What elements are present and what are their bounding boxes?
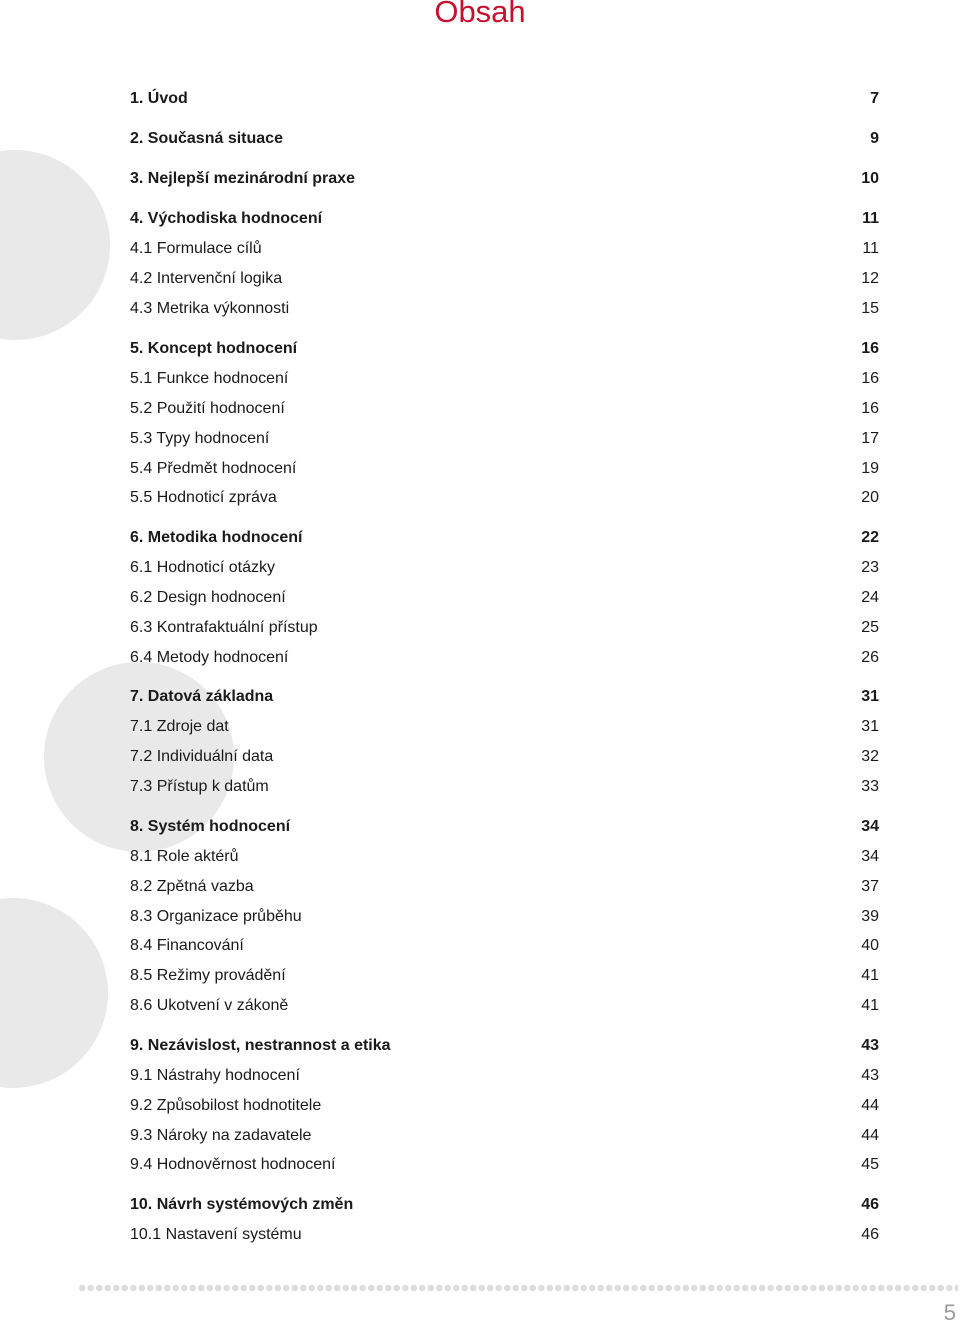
toc-entry-label: 9.2 Způsobilost hodnotitele — [130, 1097, 322, 1114]
toc-section-row[interactable] — [130, 587, 879, 609]
toc-entry-label: 8.4 Financování — [130, 937, 244, 954]
toc-page-number: 25 — [861, 619, 879, 636]
toc-entry-label: 8.6 Ukotvení v zákoně — [130, 997, 289, 1014]
toc-section-row[interactable] — [130, 298, 879, 320]
toc-section-row[interactable] — [130, 238, 879, 260]
toc-section-row[interactable] — [130, 268, 879, 290]
toc-page-number: 43 — [861, 1067, 879, 1084]
toc-entry-label: 7.1 Zdroje dat — [130, 718, 229, 735]
toc-entry-label: 6.3 Kontrafaktuální přístup — [130, 619, 318, 636]
toc-entry-label: 2. Současná situace — [130, 130, 283, 147]
toc-section-row[interactable] — [130, 776, 879, 798]
toc-page-number: 44 — [861, 1097, 879, 1114]
toc-entry-label: 4. Východiska hodnocení — [130, 210, 323, 227]
toc-section-row[interactable] — [130, 617, 879, 639]
toc-page-number: 20 — [861, 489, 879, 506]
toc-entry-label: 9. Nezávislost, nestrannost a etika — [130, 1037, 391, 1054]
toc-page-number: 34 — [861, 818, 879, 835]
toc-section-row[interactable] — [130, 368, 879, 390]
toc-entry-label: 6.2 Design hodnocení — [130, 589, 286, 606]
toc-section-row[interactable] — [130, 428, 879, 450]
toc-page-number: 15 — [861, 300, 879, 317]
toc-page-number: 41 — [861, 997, 879, 1014]
toc-page-number: 7 — [870, 90, 879, 107]
toc-entry-label: 4.1 Formulace cílů — [130, 240, 262, 257]
toc-entry-label: 9.1 Nástrahy hodnocení — [130, 1067, 300, 1084]
toc-page-number: 44 — [861, 1127, 879, 1144]
toc-page-number: 17 — [861, 430, 879, 447]
toc-section-row[interactable] — [130, 1125, 879, 1147]
toc-entry-label: 7.3 Přístup k datům — [130, 778, 269, 795]
toc-page-number: 34 — [861, 848, 879, 865]
toc-page-number: 33 — [861, 778, 879, 795]
toc-entry-label: 5.1 Funkce hodnocení — [130, 370, 289, 387]
toc-page-number: 11 — [862, 210, 879, 227]
toc-page-number: 39 — [861, 908, 879, 925]
toc-section-row[interactable] — [130, 716, 879, 738]
toc-entry-label: 3. Nejlepší mezinárodní praxe — [130, 170, 355, 187]
toc-page-number: 11 — [862, 240, 879, 257]
toc-page-number: 46 — [861, 1226, 879, 1243]
toc-page-number: 12 — [861, 270, 879, 287]
toc-section-row[interactable] — [130, 965, 879, 987]
page-title: Obsah — [434, 0, 526, 29]
toc-chapter-row[interactable] — [130, 168, 879, 190]
toc-chapter-row[interactable] — [130, 1035, 879, 1057]
toc-entry-label: 4.2 Intervenční logika — [130, 270, 283, 287]
toc-page-number: 45 — [861, 1156, 879, 1173]
toc-entry-label: 7. Datová základna — [130, 688, 274, 705]
toc-chapter-row[interactable] — [130, 128, 879, 150]
toc-section-row[interactable] — [130, 1065, 879, 1087]
toc-page-number: 16 — [861, 400, 879, 417]
toc-entry-label: 1. Úvod — [130, 90, 188, 107]
toc-entry-label: 8.5 Režimy provádění — [130, 967, 286, 984]
toc-entry-label: 5.4 Předmět hodnocení — [130, 460, 297, 477]
toc-entry-label: 9.4 Hodnověrnost hodnocení — [130, 1156, 336, 1173]
toc-entry-label: 6.4 Metody hodnocení — [130, 649, 289, 666]
toc-page-number: 9 — [870, 130, 879, 147]
page-number: 5 — [943, 1300, 956, 1325]
toc-entry-label: 8. Systém hodnocení — [130, 818, 291, 835]
toc-entry-label: 5.5 Hodnoticí zpráva — [130, 489, 277, 506]
toc-entry-label: 6.1 Hodnoticí otázky — [130, 559, 275, 576]
toc-section-row[interactable] — [130, 1154, 879, 1176]
toc-entry-label: 8.2 Zpětná vazba — [130, 878, 254, 895]
toc-page-number: 46 — [861, 1196, 879, 1213]
toc-entry-label: 9.3 Nároky na zadavatele — [130, 1127, 312, 1144]
toc-section-row[interactable] — [130, 398, 879, 420]
toc-section-row[interactable] — [130, 846, 879, 868]
toc-entry-label: 7.2 Individuální data — [130, 748, 274, 765]
toc-chapter-row[interactable] — [130, 338, 879, 360]
toc-entry-label: 4.3 Metrika výkonnosti — [130, 300, 290, 317]
toc-entry-label: 6. Metodika hodnocení — [130, 529, 303, 546]
toc-chapter-row[interactable] — [130, 816, 879, 838]
toc-page-number: 41 — [861, 967, 879, 984]
toc-chapter-row[interactable] — [130, 1194, 879, 1216]
toc-entry-label: 8.1 Role aktérů — [130, 848, 239, 865]
toc-section-row[interactable] — [130, 995, 879, 1017]
toc-entry-label: 5.3 Typy hodnocení — [130, 430, 270, 447]
toc-page-number: 43 — [861, 1037, 879, 1054]
toc-section-row[interactable] — [130, 1095, 879, 1117]
toc-chapter-row[interactable] — [130, 686, 879, 708]
toc-section-row[interactable] — [130, 647, 879, 669]
toc-section-row[interactable] — [130, 906, 879, 928]
toc-page-number: 10 — [861, 170, 879, 187]
toc-page-number: 22 — [861, 529, 879, 546]
toc-section-row[interactable] — [130, 876, 879, 898]
toc-page-number: 16 — [861, 340, 879, 357]
toc-section-row[interactable] — [130, 935, 879, 957]
toc-entry-label: 5.2 Použití hodnocení — [130, 400, 285, 417]
toc-entry-label: 10.1 Nastavení systému — [130, 1226, 302, 1243]
toc-chapter-row[interactable] — [130, 527, 879, 549]
toc-page-number: 40 — [861, 937, 879, 954]
toc-page-number: 37 — [861, 878, 879, 895]
toc-chapter-row[interactable] — [130, 208, 879, 230]
toc-page-number: 23 — [861, 559, 879, 576]
toc-entry-label: 8.3 Organizace průběhu — [130, 908, 302, 925]
toc-section-row[interactable] — [130, 557, 879, 579]
toc-page-number: 31 — [861, 688, 879, 705]
toc-page-number: 32 — [861, 748, 879, 765]
toc-entry-label: 5. Koncept hodnocení — [130, 340, 298, 357]
toc-section-row[interactable] — [130, 487, 879, 509]
toc-page-number: 31 — [861, 718, 879, 735]
toc-chapter-row[interactable] — [130, 88, 879, 110]
toc-page-number: 16 — [861, 370, 879, 387]
toc-section-row[interactable] — [130, 746, 879, 768]
toc-section-row[interactable] — [130, 1224, 879, 1246]
toc-section-row[interactable] — [130, 458, 879, 480]
toc-page-number: 24 — [861, 589, 879, 606]
toc-entry-label: 10. Návrh systémových změn — [130, 1196, 354, 1213]
toc-page-number: 19 — [861, 460, 879, 477]
toc-page-number: 26 — [861, 649, 879, 666]
